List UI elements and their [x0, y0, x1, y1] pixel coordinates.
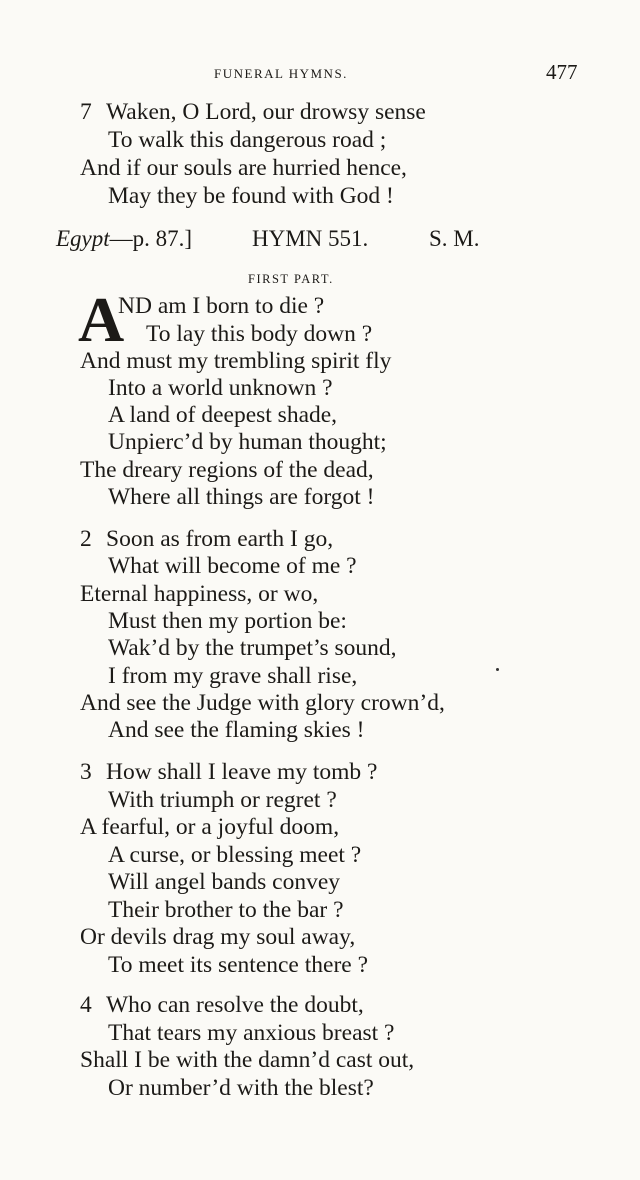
- page-number: 477: [546, 60, 578, 84]
- stanza-line: And must my trembling spirit fly: [80, 348, 392, 374]
- stanza-line: Wak’d by the trumpet’s sound,: [108, 635, 397, 661]
- stanza-line: May they be found with God !: [108, 183, 394, 209]
- stanza-line: That tears my anxious breast ?: [108, 1020, 395, 1046]
- stanza-line: 7 Waken, O Lord, our drowsy sense: [80, 99, 426, 125]
- stanza-line: 4 Who can resolve the doubt,: [80, 992, 364, 1018]
- hymn-header: [56, 226, 616, 252]
- stanza-line: Must then my portion be:: [108, 608, 347, 634]
- hymn-meter: S. M.: [429, 226, 480, 251]
- tune-name: Egypt: [56, 226, 110, 251]
- stanza-line: With triumph or regret ?: [108, 787, 337, 813]
- stanza-line: To walk this dangerous road ;: [108, 127, 387, 153]
- drop-cap: A: [78, 284, 125, 355]
- tune-reference: —p. 87.]: [109, 226, 193, 251]
- stanza-line: Unpierc’d by human thought;: [108, 429, 387, 455]
- stanza-line: Shall I be with the damn’d cast out,: [80, 1047, 415, 1073]
- stanza-line: 3 How shall I leave my tomb ?: [80, 759, 378, 785]
- hymn-title: HYMN 551.: [252, 226, 369, 251]
- stanza-line: What will become of me ?: [108, 553, 357, 579]
- stanza-line: Eternal happiness, or wo,: [80, 581, 319, 607]
- stanza-line: The dreary regions of the dead,: [80, 457, 374, 483]
- stanza-line: I from my grave shall rise,: [108, 663, 358, 689]
- stanza-line: A curse, or blessing meet ?: [108, 842, 362, 868]
- stanza-line: And see the flaming skies !: [108, 717, 365, 743]
- stanza-line: And see the Judge with glory crown’d,: [80, 690, 445, 716]
- ink-speck: [496, 668, 499, 671]
- stanza-line: Or devils drag my soul away,: [80, 924, 356, 950]
- stanza-line: 2 Soon as from earth I go,: [80, 526, 334, 552]
- stanza-line: ND am I born to die ?: [118, 293, 325, 319]
- stanza-line: Into a world unknown ?: [108, 375, 333, 401]
- part-title: FIRST PART.: [248, 272, 334, 286]
- stanza-number: 7: [80, 99, 92, 125]
- stanza-number: 4: [80, 992, 92, 1018]
- stanza-line: To meet its sentence there ?: [108, 952, 369, 978]
- stanza-line: Their brother to the bar ?: [108, 897, 344, 923]
- stanza-number: 2: [80, 526, 92, 552]
- stanza-line: Will angel bands convey: [108, 869, 341, 895]
- stanza-line: A fearful, or a joyful doom,: [80, 814, 340, 840]
- stanza-line: Where all things are forgot !: [108, 484, 375, 510]
- stanza-line: To lay this body down ?: [146, 321, 373, 347]
- stanza-number: 3: [80, 759, 92, 785]
- stanza-line: Or number’d with the blest?: [108, 1075, 374, 1101]
- stanza-line: A land of deepest shade,: [108, 402, 338, 428]
- running-head: FUNERAL HYMNS.: [214, 66, 348, 81]
- stanza-line: And if our souls are hurried hence,: [80, 155, 407, 181]
